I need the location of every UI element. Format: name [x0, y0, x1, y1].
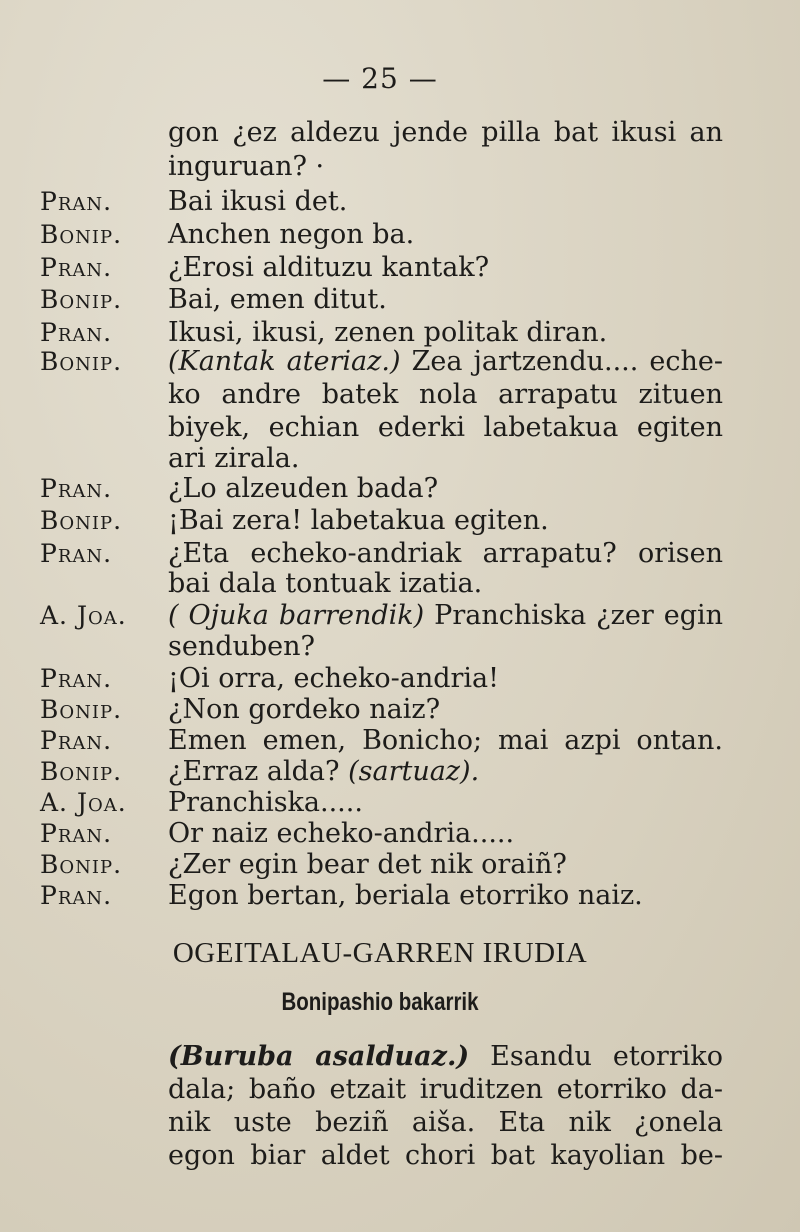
speaker-label: Pran. [40, 187, 113, 216]
speaker-label: Pran. [40, 819, 113, 848]
monologue-line: nik uste beziñ aiša. Eta nik ¿onela [168, 1107, 723, 1138]
dialogue-line: Bai ikusi det. [168, 186, 348, 217]
dialogue-line: ¿Erraz alda? (sartuaz). [168, 756, 480, 787]
speaker-label: Pran. [40, 318, 113, 347]
scene-heading: OGEITALAU-GARREN IRUDIA [172, 937, 588, 969]
dialogue-line: (Kantak ateriaz.) Zea jartzendu.... eche- [168, 346, 723, 377]
speaker-label: Pran. [40, 474, 113, 503]
dialogue-line: inguruan? · [168, 151, 325, 182]
dialogue-line: gon ¿ez aldezu jende pilla bat ikusi an [168, 117, 723, 148]
speaker-label: Pran. [40, 664, 113, 693]
dialogue-line: ( Ojuka barrendik) Pranchiska ¿zer egin [168, 600, 723, 631]
dialogue-line: Anchen negon ba. [168, 219, 415, 250]
dialogue-line: ari zirala. [168, 443, 300, 474]
dialogue-line: bai dala tontuak izatia. [168, 568, 483, 599]
stage-direction: (Kantak ateriaz.) [168, 346, 401, 377]
dialogue-line: ¡Oi orra, echeko-andria! [168, 663, 500, 694]
speaker-label: Bonip. [40, 695, 123, 724]
dialogue-line: ¡Bai zera! labetakua egiten. [168, 505, 549, 536]
speaker-label: Bonip. [40, 285, 123, 314]
dialogue-line: ko andre batek nola arrapatu zituen [168, 379, 723, 410]
dialogue-line: ¿Zer egin bear det nik oraiñ? [168, 849, 567, 880]
monologue-line: egon biar aldet chori bat kayolian be- [168, 1140, 723, 1171]
dialogue-line: Pranchiska..... [168, 787, 363, 818]
stage-direction: (Buruba asalduaz.) [168, 1041, 470, 1072]
speaker-label: A. Joa. [40, 788, 127, 817]
speaker-label: Pran. [40, 726, 113, 755]
speaker-label: Bonip. [40, 850, 123, 879]
dialogue-line: ¿Lo alzeuden bada? [168, 473, 439, 504]
dialogue-line: Egon bertan, beriala etorriko naiz. [168, 880, 643, 911]
dialogue-line: Or naiz echeko-andria..... [168, 818, 515, 849]
speaker-label: Pran. [40, 539, 113, 568]
speaker-label: Pran. [40, 881, 113, 910]
dialogue-line: Emen emen, Bonicho; mai azpi ontan. [168, 725, 723, 756]
dialogue-line: senduben? [168, 631, 316, 662]
monologue-line: dala; baño etzait iruditzen etorriko da- [168, 1074, 723, 1105]
stage-direction: ( Ojuka barrendik) [168, 600, 425, 631]
speaker-label: A. Joa. [40, 601, 127, 630]
page-number: — 25 — [322, 62, 438, 95]
speaker-label: Pran. [40, 253, 113, 282]
dialogue-line: ¿Eta echeko-andriak arrapatu? orisen [168, 538, 723, 569]
dialogue-line: Ikusi, ikusi, zenen politak diran. [168, 317, 608, 348]
dialogue-line: ¿Erosi aldituzu kantak? [168, 252, 490, 283]
speaker-label: Bonip. [40, 220, 123, 249]
dialogue-line: Bai, emen ditut. [168, 284, 387, 315]
speaker-label: Bonip. [40, 757, 123, 786]
scene-subheading: Bonipashio bakarrik [281, 988, 479, 1016]
stage-direction: (sartuaz). [348, 756, 480, 787]
dialogue-line: biyek, echian ederki labetakua egiten [168, 412, 723, 443]
speaker-label: Bonip. [40, 506, 123, 535]
speaker-label: Bonip. [40, 347, 123, 376]
monologue-line: (Buruba asalduaz.) Esandu etorriko [168, 1041, 723, 1072]
dialogue-line: ¿Non gordeko naiz? [168, 694, 441, 725]
